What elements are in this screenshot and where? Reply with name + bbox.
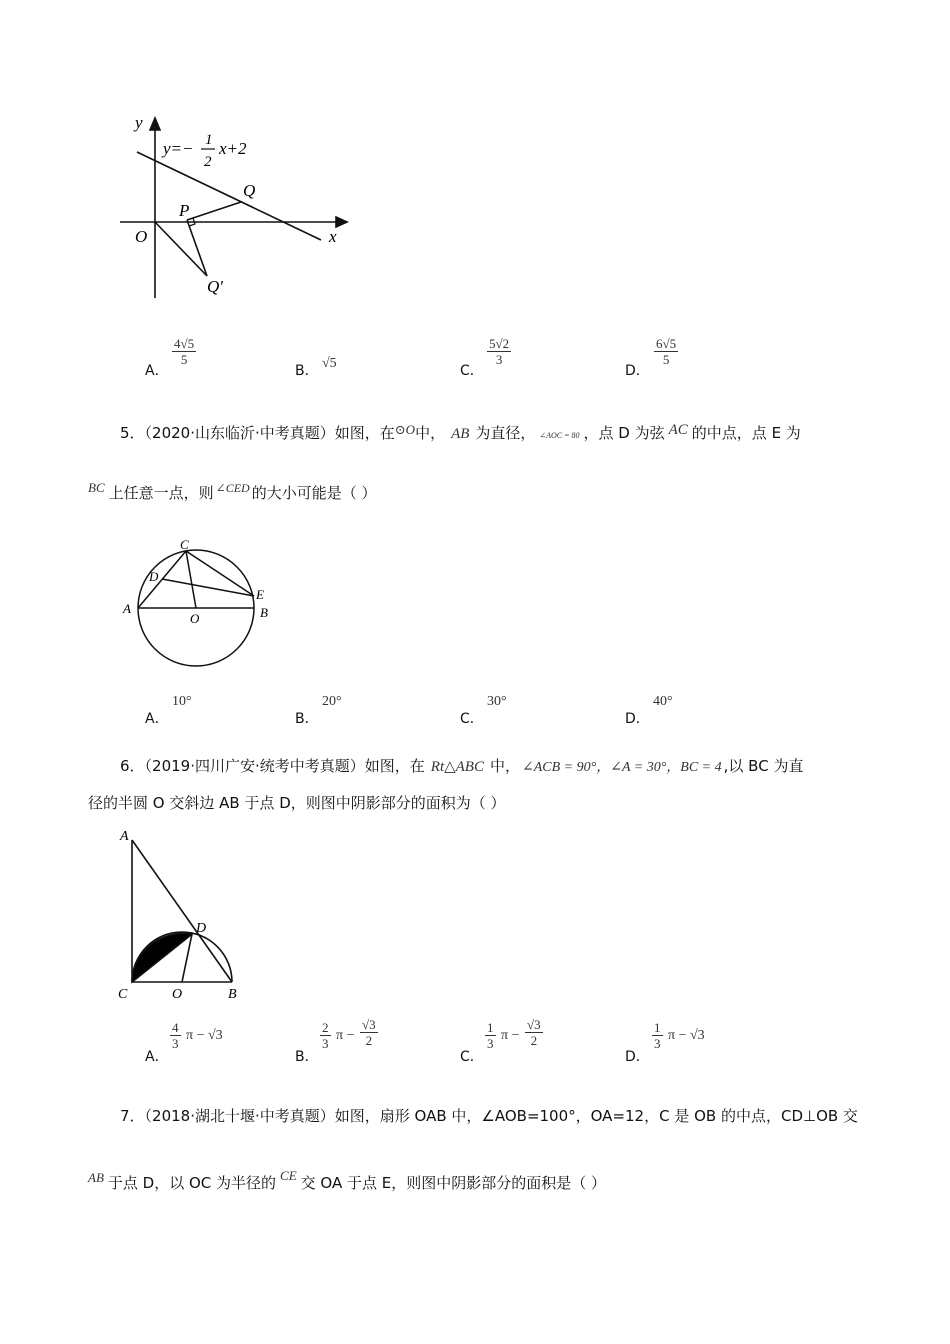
fig3-label-c: C bbox=[118, 987, 128, 1002]
q7-text: 交 OA 于点 E，则图中阴影部分的面积是（ ） bbox=[300, 1174, 607, 1192]
q4-option-a-den: 5 bbox=[180, 352, 188, 367]
q5-option-a-value: 10° bbox=[172, 694, 192, 709]
q6-option-c-frac1 bbox=[485, 1020, 496, 1051]
q5-option-a-label[interactable]: A． bbox=[145, 711, 169, 727]
q6-option-b-num2: √3 bbox=[362, 1017, 376, 1032]
q4-option-d-label[interactable]: D． bbox=[625, 363, 650, 379]
q6-option-d-rest: π − √3 bbox=[668, 1028, 705, 1043]
q6-option-c-mid: π − bbox=[501, 1028, 520, 1043]
q6-option-d-label[interactable]: D． bbox=[625, 1049, 650, 1065]
fig3-label-a: A bbox=[120, 829, 129, 844]
q4-option-a-num: 4√5 bbox=[174, 336, 195, 351]
q6-option-d-den: 3 bbox=[654, 1036, 661, 1051]
segment-pq bbox=[187, 202, 241, 220]
label-y: y bbox=[135, 113, 143, 132]
arc-bc: BC bbox=[88, 480, 105, 495]
angle-ced: ∠CED bbox=[215, 481, 250, 495]
segment-pq-prime bbox=[187, 220, 207, 276]
q6-option-b-frac2 bbox=[360, 1017, 378, 1048]
q7-text: 如图，扇形 OAB 中，∠AOB=100°，OA=12，C 是 OB 的中点，CD⊥OB 交 bbox=[334, 1107, 858, 1125]
y-axis-arrow bbox=[150, 118, 160, 130]
eq-den: 2 bbox=[204, 154, 212, 170]
q5-text: 为直径， bbox=[475, 424, 536, 442]
q6-option-c-den: 3 bbox=[487, 1036, 494, 1051]
q6-option-b-label[interactable]: B． bbox=[295, 1049, 319, 1065]
x-axis-arrow bbox=[336, 217, 347, 227]
figure-coordinate-graph bbox=[115, 108, 355, 303]
eq-rest: x+2 bbox=[219, 139, 247, 158]
q6-option-b-num: 2 bbox=[322, 1020, 329, 1035]
fig2-label-e: E bbox=[256, 587, 264, 602]
chord-ac: AC bbox=[668, 422, 688, 438]
q6-option-a-rest: π − √3 bbox=[186, 1028, 223, 1043]
segment-oq-prime bbox=[155, 222, 207, 276]
fig2-label-o: O bbox=[190, 611, 200, 626]
fig2-label-d: D bbox=[149, 569, 159, 584]
q6-option-c-num2: √3 bbox=[527, 1017, 541, 1032]
q5-line2 bbox=[88, 478, 376, 503]
q6-number: 6． bbox=[120, 757, 145, 775]
q4-option-c-label[interactable]: C． bbox=[460, 363, 484, 379]
segment-oc bbox=[186, 551, 196, 608]
q5-option-d-label[interactable]: D． bbox=[625, 711, 650, 727]
q6-option-b-frac1 bbox=[320, 1020, 331, 1051]
label-x: x bbox=[329, 227, 337, 246]
q5-text: 如图，在 bbox=[334, 424, 395, 442]
segment-ab: AB bbox=[451, 426, 470, 442]
q6-line2: 径的半圆 O 交斜边 AB 于点 D，则图中阴影部分的面积为（ ） bbox=[88, 794, 506, 812]
q4-option-a-label[interactable]: A． bbox=[145, 363, 169, 379]
q4-option-b-label[interactable]: B． bbox=[295, 363, 319, 379]
q7-line2 bbox=[88, 1166, 606, 1193]
q6-option-a-frac bbox=[170, 1020, 181, 1051]
q4-option-d-value bbox=[654, 336, 678, 367]
arc-ab: AB bbox=[88, 1170, 104, 1185]
q6-option-d-num: 1 bbox=[654, 1020, 661, 1035]
triangle-abc: Rt△ABC bbox=[430, 759, 484, 775]
label-p: P bbox=[179, 201, 190, 220]
fig2-label-b: B bbox=[260, 605, 268, 620]
q4-option-d-den: 5 bbox=[662, 352, 670, 367]
figure-circle bbox=[118, 535, 278, 675]
label-q-prime: Q′ bbox=[207, 277, 223, 296]
q6-option-c-den2: 2 bbox=[530, 1033, 538, 1048]
q6-option-b-mid: π − bbox=[336, 1028, 355, 1043]
q7-number: 7． bbox=[120, 1107, 145, 1125]
q4-option-a-value bbox=[172, 336, 196, 367]
q5-option-b-label[interactable]: B． bbox=[295, 711, 319, 727]
angle-aoc: ∠AOC = 80 bbox=[539, 431, 580, 440]
q4-option-b-value: √5 bbox=[322, 356, 337, 371]
q6-text: 中， bbox=[489, 757, 520, 775]
figure-triangle-semicircle bbox=[112, 822, 252, 1002]
q4-option-c-value bbox=[487, 336, 511, 367]
q5-option-c-value: 30° bbox=[487, 694, 507, 709]
q5-number: 5． bbox=[120, 424, 145, 442]
q6-option-c-label[interactable]: C． bbox=[460, 1049, 484, 1065]
q6-source: （2019·四川广安·统考中考真题） bbox=[144, 757, 365, 775]
q6-option-a-den: 3 bbox=[172, 1036, 179, 1051]
q7-text: 于点 D，以 OC 为半径的 bbox=[107, 1174, 277, 1192]
q5-line1 bbox=[120, 420, 801, 446]
label-q: Q bbox=[243, 181, 256, 200]
q6-option-c-frac2 bbox=[525, 1017, 543, 1048]
arc-ce: CE bbox=[280, 1168, 297, 1183]
q5-text: ，点 D 为弦 bbox=[583, 424, 665, 442]
q5-option-b-value: 20° bbox=[322, 694, 342, 709]
q6-option-a-label[interactable]: A． bbox=[145, 1049, 169, 1065]
q6-conditions: ∠ACB = 90°，∠A = 30°，BC = 4 bbox=[522, 760, 722, 775]
fig2-label-a: A bbox=[123, 601, 131, 616]
fig2-label-c: C bbox=[180, 537, 189, 552]
q5-text: 的大小可能是（ ） bbox=[251, 484, 377, 502]
q6-option-a-num: 4 bbox=[172, 1020, 179, 1035]
fig3-label-o: O bbox=[172, 987, 183, 1002]
q6-option-c-num: 1 bbox=[487, 1020, 494, 1035]
q7-source: （2018·湖北十堰·中考真题） bbox=[144, 1107, 335, 1125]
q5-text: 的中点，点 E 为 bbox=[691, 424, 801, 442]
q6-option-b-den2: 2 bbox=[365, 1033, 373, 1048]
q6-text: ,以 BC 为直 bbox=[723, 757, 804, 775]
q5-text: 中， bbox=[415, 424, 446, 442]
circle-o-symbol: ⊙O bbox=[394, 422, 416, 437]
q6-option-d-frac bbox=[652, 1020, 663, 1051]
line-graph bbox=[137, 152, 321, 240]
q6-option-b-den: 3 bbox=[322, 1036, 329, 1051]
q5-option-d-value: 40° bbox=[653, 694, 673, 709]
q5-text: 上任意一点，则 bbox=[108, 484, 214, 502]
q7-line1 bbox=[120, 1106, 858, 1126]
q6-line1 bbox=[120, 756, 803, 778]
fig3-label-b: B bbox=[228, 987, 237, 1002]
q4-option-d-num: 6√5 bbox=[656, 336, 677, 351]
label-o: O bbox=[135, 227, 148, 246]
eq-num: 1 bbox=[205, 132, 213, 148]
fig3-label-d: D bbox=[196, 921, 207, 936]
q6-text: 如图，在 bbox=[364, 757, 425, 775]
q4-option-c-num: 5√2 bbox=[489, 336, 510, 351]
q5-source: （2020·山东临沂·中考真题） bbox=[144, 424, 335, 442]
q4-option-c-den: 3 bbox=[495, 352, 503, 367]
eq-y: y=− bbox=[163, 139, 194, 158]
q5-option-c-label[interactable]: C． bbox=[460, 711, 484, 727]
